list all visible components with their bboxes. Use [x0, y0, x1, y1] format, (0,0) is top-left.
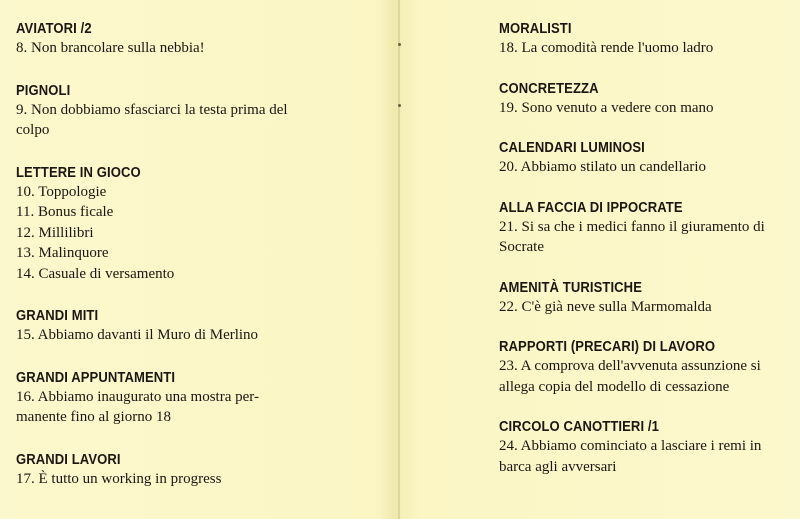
list-item: 14. Casuale di versamento	[16, 265, 175, 282]
list-item: 17. È tutto un working in progress	[16, 470, 222, 487]
section-heading: ALLA FACCIA DI IPPOCRATE	[499, 199, 683, 216]
section-aviatori-2	[16, 20, 399, 59]
section-heading: LETTERE IN GIOCO	[16, 164, 141, 181]
section-heading: AVIATORI /2	[16, 21, 92, 37]
section-circolo-canottieri-1	[499, 418, 800, 477]
section-alla-faccia-di-ippocrate	[499, 199, 800, 258]
section-pignoli	[16, 82, 399, 141]
section-heading: PIGNOLI	[16, 82, 71, 99]
section-grandi-appuntamenti	[16, 369, 399, 428]
section-rapporti-precari-di-lavoro	[499, 338, 800, 397]
section-moralisti	[499, 20, 800, 59]
section-heading: CIRCOLO CANOTTIERI /1	[499, 419, 659, 435]
list-item: 9. Non dobbiamo sfasciarci la testa prima del colpo	[16, 101, 288, 138]
list-item: 15. Abbiamo davanti il Muro di Merlino	[16, 327, 259, 343]
list-item: 16. Abbiamo inaugurato una mostra per-manente fino al giorno 18	[16, 388, 259, 425]
section-grandi-lavori	[16, 451, 399, 490]
section-heading: AMENITÀ TURISTICHE	[499, 279, 643, 296]
list-item: 20. Abbiamo stilato un candellario	[499, 159, 707, 175]
list-item: 18. La comodità rende l'uomo ladro	[499, 40, 714, 56]
list-item: 8. Non brancolare sulla nebbia!	[16, 40, 205, 56]
section-amenita-turistiche	[499, 279, 800, 318]
section-heading: CONCRETEZZA	[499, 80, 599, 97]
list-item: 23. A comprova dell'avvenuta assunzione si allega copia del modello di cessazione	[499, 358, 761, 395]
section-heading: MORALISTI	[499, 21, 572, 37]
section-grandi-miti	[16, 307, 399, 346]
list-item: 13. Malinquore	[16, 245, 109, 261]
left-page	[0, 0, 399, 519]
list-item: 12. Millilibri	[16, 224, 94, 241]
list-item: 10. Toppologie	[16, 183, 107, 200]
list-item: 19. Sono venuto a vedere con mano	[499, 99, 714, 116]
list-item: 22. C'è già neve sulla Marmomalda	[499, 298, 712, 315]
section-concretezza	[499, 80, 800, 119]
section-heading: GRANDI MITI	[16, 308, 99, 324]
section-heading: GRANDI LAVORI	[16, 451, 121, 468]
section-calendari-luminosi	[499, 139, 800, 178]
list-item: 11. Bonus ficale	[16, 204, 114, 220]
list-item: 24. Abbiamo cominciato a lasciare i remi in barca agli avversari	[499, 438, 762, 475]
right-page	[399, 0, 800, 519]
section-heading: GRANDI APPUNTAMENTI	[16, 369, 176, 386]
section-heading: CALENDARI LUMINOSI	[499, 140, 645, 156]
section-heading: RAPPORTI (PRECARI) DI LAVORO	[499, 339, 716, 355]
section-lettere-in-gioco	[16, 164, 399, 285]
list-item: 21. Si sa che i medici fanno il giuramento di Socrate	[499, 218, 765, 255]
